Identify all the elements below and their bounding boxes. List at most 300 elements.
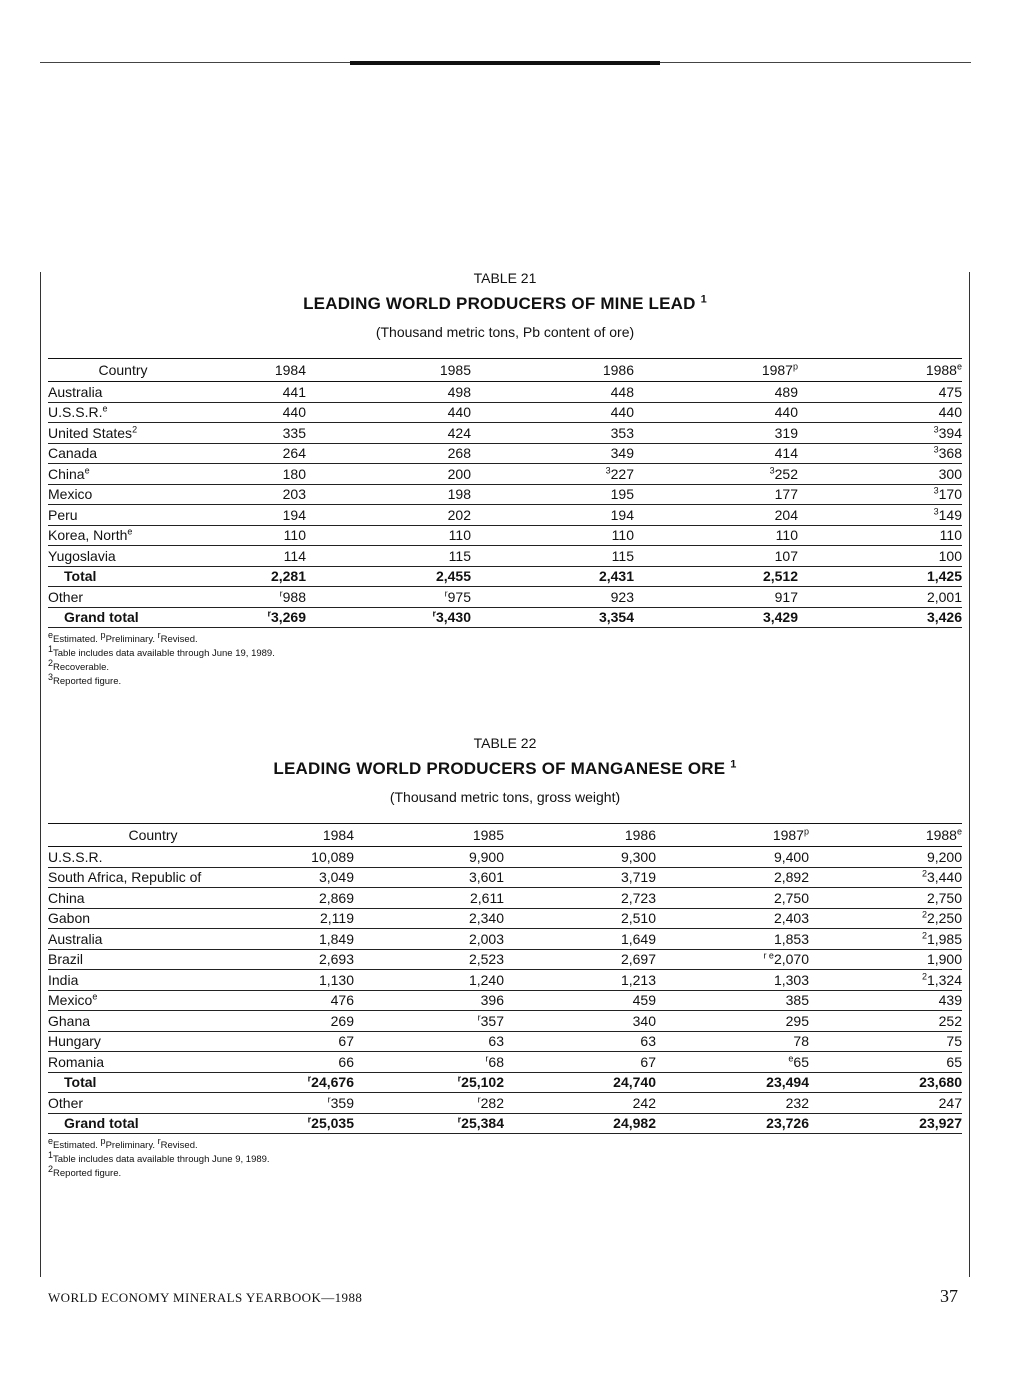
value-cell: [809, 970, 962, 991]
value-text: 498: [447, 383, 471, 400]
value-note: r: [279, 588, 283, 599]
country-cell: [48, 443, 198, 464]
value-note: 2: [921, 971, 927, 982]
country-cell: [48, 1031, 258, 1052]
country-cell: [48, 607, 198, 628]
country-name: Mexico: [48, 992, 93, 1009]
value-cell: [634, 587, 798, 608]
value-cell: [258, 1011, 354, 1032]
value-text: 396: [480, 992, 504, 1009]
column-header-note: p: [803, 826, 809, 837]
value-cell: [656, 990, 809, 1011]
value-text: 10,089: [311, 848, 354, 865]
value-cell: [798, 546, 962, 567]
value-text: 9,900: [468, 848, 504, 865]
table-22-title-footnote: 1: [730, 758, 737, 771]
country-name: Grand total: [64, 609, 139, 626]
value-cell: [504, 867, 656, 888]
table-row: [48, 546, 962, 567]
value-text: 2,869: [318, 889, 354, 906]
value-cell: [198, 402, 306, 423]
value-text: 975: [447, 588, 471, 605]
value-cell: [471, 402, 634, 423]
value-note: r: [477, 1012, 481, 1023]
column-header-year: [504, 824, 656, 847]
table-21-title-text: LEADING WORLD PRODUCERS OF MINE LEAD: [303, 294, 696, 313]
value-cell: [504, 949, 656, 970]
value-cell: [809, 949, 962, 970]
value-cell: [634, 382, 798, 403]
table-row: [48, 382, 962, 403]
table-22-title-text: LEADING WORLD PRODUCERS OF MANGANESE ORE: [273, 759, 726, 778]
table-row: [48, 1072, 962, 1093]
country-cell: [48, 484, 198, 505]
table-row: [48, 867, 962, 888]
value-cell: [354, 908, 504, 929]
value-cell: [809, 1011, 962, 1032]
value-text: 63: [488, 1033, 504, 1050]
value-cell: [471, 505, 634, 526]
value-text: 110: [283, 527, 306, 544]
country-cell: [48, 546, 198, 567]
column-header-label: 1988: [925, 827, 957, 843]
value-cell: [809, 929, 962, 950]
value-cell: [306, 607, 471, 628]
value-cell: [504, 1072, 656, 1093]
table-22-notes: [48, 1135, 962, 1181]
country-cell: [48, 505, 198, 526]
country-name: U.S.S.R.: [48, 404, 103, 421]
value-text: 25,384: [461, 1115, 504, 1132]
value-text: 170: [938, 486, 962, 503]
value-text: 9,400: [773, 848, 809, 865]
value-cell: [798, 423, 962, 444]
value-text: 78: [793, 1033, 809, 1050]
value-text: 2,892: [773, 869, 809, 886]
value-note: r: [267, 608, 271, 619]
value-cell: [504, 847, 656, 868]
value-cell: [798, 464, 962, 485]
table-21-grid: [48, 358, 962, 628]
country-cell: [48, 1052, 258, 1073]
value-cell: [656, 949, 809, 970]
value-text: 439: [938, 992, 962, 1009]
value-cell: [471, 484, 634, 505]
value-text: 3,426: [926, 609, 962, 626]
value-cell: [634, 607, 798, 628]
table-row: [48, 423, 962, 444]
country-note: e: [84, 465, 90, 476]
value-text: 1,649: [620, 930, 656, 947]
value-text: 3,719: [620, 869, 656, 886]
column-header-label: 1985: [439, 362, 471, 378]
table-row: [48, 1011, 962, 1032]
value-cell: [258, 949, 354, 970]
value-text: 2,403: [773, 910, 809, 927]
value-cell: [656, 1031, 809, 1052]
value-cell: [504, 1093, 656, 1114]
value-text: 1,130: [318, 971, 354, 988]
value-cell: [354, 929, 504, 950]
value-cell: [354, 1093, 504, 1114]
value-text: 110: [611, 527, 634, 544]
value-cell: [198, 382, 306, 403]
value-cell: [809, 867, 962, 888]
value-text: 1,985: [926, 930, 962, 947]
country-name: Romania: [48, 1053, 105, 1070]
table-22-title: [48, 759, 962, 779]
value-cell: [656, 970, 809, 991]
value-note: r: [457, 1114, 462, 1125]
value-cell: [809, 1031, 962, 1052]
footnote-text: Revised.: [160, 1140, 198, 1151]
footnote: [48, 671, 962, 689]
value-text: 247: [938, 1094, 962, 1111]
table-row: [48, 505, 962, 526]
country-note: e: [102, 403, 108, 414]
value-text: 295: [785, 1012, 809, 1029]
value-cell: [354, 1052, 504, 1073]
column-header-label: Country: [98, 362, 148, 378]
value-cell: [634, 464, 798, 485]
value-text: 269: [330, 1012, 354, 1029]
footnote-marker: r: [157, 629, 161, 640]
value-text: 300: [938, 465, 962, 482]
value-text: 440: [447, 404, 471, 421]
column-header-label: 1986: [602, 362, 634, 378]
value-cell: [504, 970, 656, 991]
value-text: 110: [939, 527, 962, 544]
value-cell: [656, 908, 809, 929]
value-cell: [798, 443, 962, 464]
value-note: r: [477, 1094, 481, 1105]
value-note: 3: [933, 485, 939, 496]
value-text: 23,927: [919, 1115, 962, 1132]
value-cell: [809, 1052, 962, 1073]
country-name: India: [48, 971, 79, 988]
country-name: South Africa, Republic of: [48, 869, 202, 886]
value-cell: [198, 443, 306, 464]
value-text: 194: [282, 506, 306, 523]
value-cell: [354, 847, 504, 868]
value-text: 340: [632, 1012, 656, 1029]
value-cell: [504, 1011, 656, 1032]
value-text: 2,723: [620, 889, 656, 906]
table-row: [48, 1052, 962, 1073]
value-text: 3,429: [762, 609, 798, 626]
value-note: r: [485, 1053, 489, 1064]
value-text: 1,324: [926, 971, 962, 988]
value-text: 63: [640, 1033, 656, 1050]
value-cell: [258, 970, 354, 991]
value-text: 9,300: [620, 848, 656, 865]
country-name: Australia: [48, 930, 103, 947]
value-text: 988: [282, 588, 306, 605]
value-text: 242: [632, 1094, 656, 1111]
table-22-grid: [48, 823, 962, 1134]
table-22-number: TABLE 22: [473, 735, 537, 751]
table-row: [48, 587, 962, 608]
value-cell: [198, 546, 306, 567]
value-text: 194: [610, 506, 634, 523]
value-cell: [656, 1052, 809, 1073]
footnote-marker: p: [100, 1135, 106, 1146]
country-cell: [48, 970, 258, 991]
country-name: Brazil: [48, 951, 84, 968]
country-name: Grand total: [64, 1115, 139, 1132]
value-cell: [354, 949, 504, 970]
value-cell: [258, 1113, 354, 1134]
value-text: 2,001: [926, 588, 962, 605]
country-note: e: [127, 526, 133, 537]
country-name: United States: [48, 424, 133, 441]
country-note: 2: [132, 424, 138, 435]
country-name: Australia: [48, 383, 103, 400]
country-cell: [48, 587, 198, 608]
column-header-year: [354, 824, 504, 847]
value-note: 3: [605, 465, 611, 476]
value-text: 440: [774, 404, 798, 421]
value-cell: [634, 423, 798, 444]
table-21-notes: [48, 629, 962, 689]
footnote-marker: 1: [48, 1149, 54, 1160]
country-name: China: [48, 889, 85, 906]
value-note: 3: [933, 506, 939, 517]
value-text: 2,455: [435, 568, 471, 585]
table-row: [48, 464, 962, 485]
value-text: 440: [938, 404, 962, 421]
country-cell: [48, 1011, 258, 1032]
value-text: 2,340: [468, 910, 504, 927]
value-text: 3,601: [468, 869, 504, 886]
value-cell: [504, 1031, 656, 1052]
value-cell: [809, 1093, 962, 1114]
value-text: 232: [785, 1094, 809, 1111]
value-text: 65: [946, 1053, 962, 1070]
value-text: 2,070: [773, 951, 809, 968]
value-text: 2,611: [470, 889, 504, 906]
value-cell: [634, 566, 798, 587]
value-text: 448: [610, 383, 634, 400]
value-cell: [798, 505, 962, 526]
value-text: 115: [611, 547, 634, 564]
country-cell: [48, 949, 258, 970]
value-text: 2,431: [598, 568, 634, 585]
value-cell: [798, 587, 962, 608]
value-cell: [798, 607, 962, 628]
value-text: 359: [330, 1094, 354, 1111]
value-cell: [656, 929, 809, 950]
country-cell: [48, 1113, 258, 1134]
footnote-text: Reported figure.: [53, 1168, 122, 1179]
table-row: [48, 566, 962, 587]
value-cell: [809, 847, 962, 868]
value-cell: [258, 847, 354, 868]
table-21-header-row: [48, 359, 962, 382]
value-cell: [258, 1072, 354, 1093]
country-cell: [48, 1072, 258, 1093]
table-row: [48, 525, 962, 546]
value-note: r: [307, 1073, 312, 1084]
value-cell: [798, 484, 962, 505]
value-cell: [306, 505, 471, 526]
country-cell: [48, 382, 198, 403]
footnote-marker: p: [100, 629, 106, 640]
column-header-label: Country: [128, 827, 178, 843]
footnote: [48, 1149, 962, 1167]
table-row: [48, 1093, 962, 1114]
value-text: 110: [775, 527, 798, 544]
value-cell: [656, 1072, 809, 1093]
country-cell: [48, 566, 198, 587]
value-text: 68: [488, 1053, 504, 1070]
column-header-country: [48, 824, 258, 847]
value-text: 23,726: [766, 1115, 809, 1132]
value-cell: [258, 908, 354, 929]
table-21-body: [48, 382, 962, 628]
value-text: 1,853: [773, 930, 809, 947]
value-text: 114: [283, 547, 306, 564]
value-text: 25,102: [461, 1074, 504, 1091]
value-cell: [809, 990, 962, 1011]
value-cell: [798, 402, 962, 423]
table-21: [48, 270, 962, 689]
value-text: 195: [610, 486, 634, 503]
value-cell: [504, 1113, 656, 1134]
footnote: [48, 1135, 962, 1153]
value-cell: [354, 867, 504, 888]
value-note: r: [457, 1073, 462, 1084]
value-cell: [354, 990, 504, 1011]
value-cell: [656, 867, 809, 888]
country-cell: [48, 990, 258, 1011]
value-cell: [306, 484, 471, 505]
value-text: 3,430: [435, 609, 471, 626]
value-text: 917: [774, 588, 798, 605]
value-note: e: [788, 1053, 794, 1064]
value-cell: [798, 566, 962, 587]
value-cell: [258, 1052, 354, 1073]
value-text: 2,512: [762, 568, 798, 585]
table-22-header-row: [48, 824, 962, 847]
value-text: 100: [938, 547, 962, 564]
value-cell: [306, 587, 471, 608]
footnote-text: Preliminary.: [105, 634, 156, 645]
column-header-note: e: [956, 826, 962, 837]
footnote-marker: 2: [48, 657, 54, 668]
value-note: r e: [763, 950, 774, 961]
right-margin-rule: [969, 272, 970, 1277]
footnote-marker: 3: [48, 671, 54, 682]
country-name: Peru: [48, 506, 78, 523]
country-name: Gabon: [48, 910, 91, 927]
table-row: [48, 929, 962, 950]
top-rule-bold: [350, 61, 660, 65]
value-text: 1,425: [926, 568, 962, 585]
country-note: e: [92, 991, 98, 1002]
country-name: Mexico: [48, 486, 93, 503]
value-cell: [258, 990, 354, 1011]
value-text: 110: [448, 527, 471, 544]
value-cell: [258, 1031, 354, 1052]
value-cell: [306, 402, 471, 423]
column-header-year: [198, 359, 306, 382]
footnote-text: Preliminary.: [105, 1140, 156, 1151]
value-cell: [471, 423, 634, 444]
value-cell: [809, 1113, 962, 1134]
value-text: 2,693: [318, 951, 354, 968]
value-text: 252: [774, 465, 798, 482]
column-header-year: [798, 359, 962, 382]
value-text: 353: [610, 424, 634, 441]
column-header-year: [258, 824, 354, 847]
value-note: 2: [921, 930, 927, 941]
value-text: 3,354: [598, 609, 634, 626]
country-cell: [48, 888, 258, 909]
table-row: [48, 1031, 962, 1052]
value-text: 24,676: [311, 1074, 354, 1091]
footnote-text: Reported figure.: [53, 676, 122, 687]
footnote-text: Recoverable.: [53, 662, 109, 673]
footnote-marker: e: [48, 1135, 54, 1146]
footnote: [48, 1163, 962, 1181]
value-note: 3: [769, 465, 775, 476]
table-22-body: [48, 847, 962, 1134]
column-header-note: e: [956, 361, 962, 372]
table-row: [48, 402, 962, 423]
footnote-text: Estimated.: [53, 1140, 98, 1151]
value-cell: [306, 566, 471, 587]
country-name: Canada: [48, 445, 98, 462]
country-name: Total: [64, 1074, 97, 1091]
value-cell: [634, 402, 798, 423]
value-cell: [258, 1093, 354, 1114]
value-text: 2,119: [320, 910, 354, 927]
column-header-label: 1986: [624, 827, 656, 843]
country-cell: [48, 464, 198, 485]
table-row: [48, 607, 962, 628]
country-name: Other: [48, 588, 84, 605]
value-text: 2,281: [270, 568, 306, 585]
value-text: 319: [774, 424, 798, 441]
value-cell: [198, 607, 306, 628]
value-text: 414: [774, 445, 798, 462]
table-row: [48, 484, 962, 505]
table-22-subtitle: (Thousand metric tons, gross weight): [389, 789, 621, 805]
value-cell: [471, 546, 634, 567]
value-cell: [504, 908, 656, 929]
table-row: [48, 990, 962, 1011]
value-text: 2,003: [468, 930, 504, 947]
column-header-country: [48, 359, 198, 382]
value-text: 2,250: [926, 910, 962, 927]
table-21-title: [48, 294, 962, 314]
value-cell: [656, 1113, 809, 1134]
value-note: r: [444, 588, 448, 599]
value-cell: [354, 1011, 504, 1032]
table-row: [48, 847, 962, 868]
value-note: 2: [921, 909, 927, 920]
value-cell: [354, 1113, 504, 1134]
value-note: 3: [933, 444, 939, 455]
value-cell: [198, 587, 306, 608]
value-text: 923: [610, 588, 634, 605]
publication-title: WORLD ECONOMY MINERALS YEARBOOK—1988: [48, 1290, 363, 1305]
column-header-note: p: [792, 361, 798, 372]
country-cell: [48, 929, 258, 950]
page-number: 37: [940, 1286, 958, 1306]
value-text: 227: [610, 465, 634, 482]
